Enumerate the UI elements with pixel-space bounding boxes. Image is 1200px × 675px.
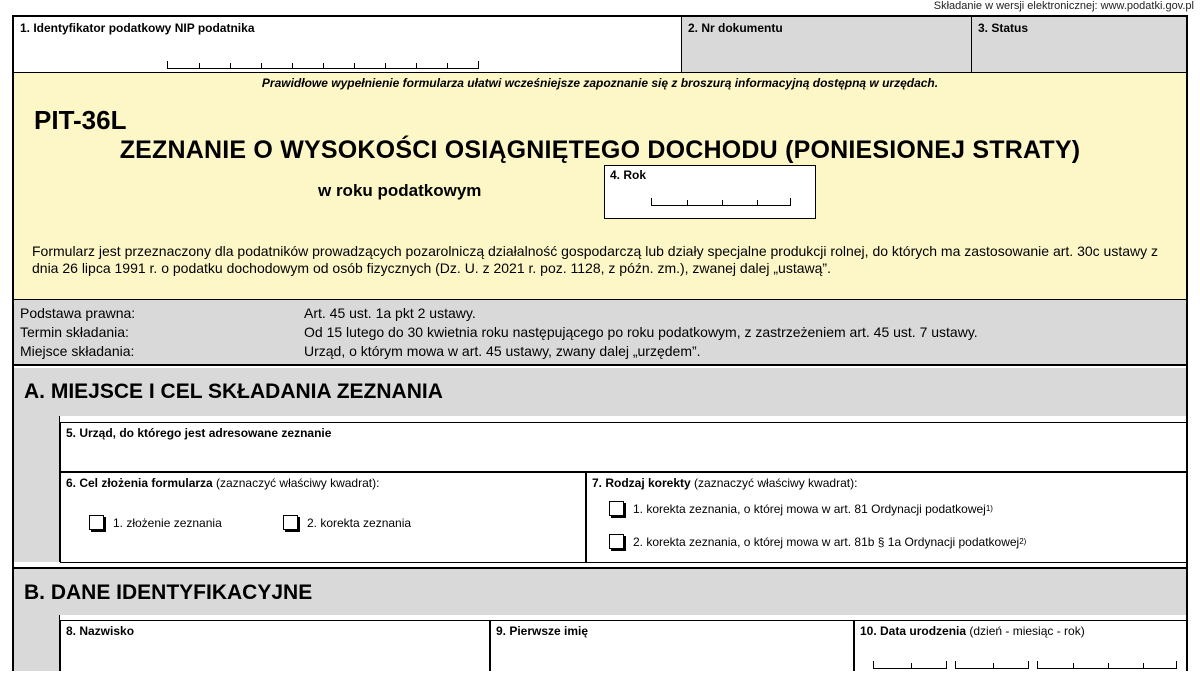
form-purpose-field — [60, 472, 586, 563]
first-name-field[interactable] — [490, 620, 854, 671]
form-purpose-label: 6. Cel złożenia formularza (zaznaczyć właściwy kwadrat): — [66, 476, 380, 490]
purpose-option-correction[interactable]: 2. korekta zeznania — [283, 515, 411, 530]
tax-form — [12, 15, 1188, 671]
art81b-checkbox[interactable] — [609, 534, 624, 549]
tax-year-ticks — [651, 198, 791, 206]
form-title: ZEZNANIE O WYSOKOŚCI OSIĄGNIĘTEGO DOCHODU (PONIESIONEJ STRATY) — [119, 136, 1081, 164]
filing-checkbox[interactable] — [89, 515, 104, 530]
document-number-field — [682, 17, 972, 73]
tax-office-label: 5. Urząd, do którego jest adresowane zeznanie — [66, 426, 332, 440]
filing-deadline-value: Od 15 lutego do 30 kwietnia roku następującego po roku podatkowym, z zastrzeżeniem art. 45 ust. 7 ustawy. — [304, 324, 978, 340]
status-field — [972, 17, 1186, 73]
correction-option-art81b[interactable]: 2. korekta zeznania, o której mowa w art. 81b § 1a Ordynacji podatkowej 2) — [609, 534, 1026, 549]
correction-option-art81[interactable]: 1. korekta zeznania, o której mowa w art. 81 Ordynacji podatkowej 1) — [609, 501, 993, 516]
nip-field[interactable] — [14, 17, 682, 73]
first-name-label: 9. Pierwsze imię — [496, 624, 589, 638]
form-intro — [14, 73, 1186, 300]
nip-label: 1. Identyfikator podatkowy NIP podatnika — [20, 21, 255, 35]
section-b-margin — [14, 615, 60, 671]
purpose-option-filing[interactable]: 1. złożenie zeznania — [89, 515, 222, 530]
legal-basis — [14, 300, 1186, 366]
section-a-title: A. MIEJSCE I CEL SKŁADANIA ZEZNANIA — [24, 380, 443, 403]
correction-checkbox[interactable] — [283, 515, 298, 530]
filing-deadline-label: Termin składania: — [20, 324, 129, 340]
form-code: PIT-36L — [34, 105, 127, 135]
birth-day-ticks — [873, 661, 947, 669]
section-b-header — [14, 567, 1186, 615]
tax-year-label: 4. Rok — [610, 168, 647, 182]
birth-year-ticks — [1037, 661, 1177, 669]
tax-year-field[interactable] — [604, 165, 816, 219]
correction-type-label: 7. Rodzaj korekty (zaznaczyć właściwy kwadrat): — [592, 476, 858, 490]
brochure-notice: Prawidłowe wypełnienie formularza ułatwi wcześniejsze zapoznanie się z broszurą informacyjną dostępną w urzędach. — [261, 76, 939, 90]
status-label: 3. Status — [978, 21, 1029, 35]
document-number-label: 2. Nr dokumentu — [688, 21, 783, 35]
art81-checkbox[interactable] — [609, 501, 624, 516]
filing-place-label: Miejsce składania: — [20, 343, 135, 359]
birth-date-label: 10. Data urodzenia (dzień - miesiąc - rok) — [860, 624, 1085, 638]
legal-basis-value: Art. 45 ust. 1a pkt 2 ustawy. — [304, 305, 476, 321]
tax-office-field[interactable] — [60, 422, 1186, 472]
form-subtitle: w roku podatkowym — [318, 181, 482, 200]
section-a-header — [14, 368, 1186, 416]
section-b-title: B. DANE IDENTYFIKACYJNE — [24, 581, 313, 604]
legal-basis-label: Podstawa prawna: — [20, 305, 136, 321]
correction-type-field — [586, 472, 1186, 563]
surname-field[interactable] — [60, 620, 490, 671]
section-a-margin — [14, 416, 60, 562]
nip-digit-ticks — [167, 61, 479, 69]
electronic-filing-note: Składanie w wersji elektronicznej: www.podatki.gov.pl — [933, 0, 1194, 12]
birth-month-ticks — [955, 661, 1029, 669]
surname-label: 8. Nazwisko — [66, 624, 135, 638]
birth-date-field[interactable] — [854, 620, 1186, 671]
filing-place-value: Urząd, o którym mowa w art. 45 ustawy, zwany dalej „urzędem”. — [304, 343, 701, 359]
form-description: Formularz jest przeznaczony dla podatników prowadzących pozarolniczą działalność gospodarczą lub działy specjalne produkcji rolnej, do których ma zastosowanie art. 30c ustawy z dnia 26 lipca 1991 r. o podatku dochodowym od osób fizycznych (Dz. U. z 2021 r. poz. 1128, z późn. zm.), zwanej dalej „ustawą”. — [32, 243, 1159, 276]
